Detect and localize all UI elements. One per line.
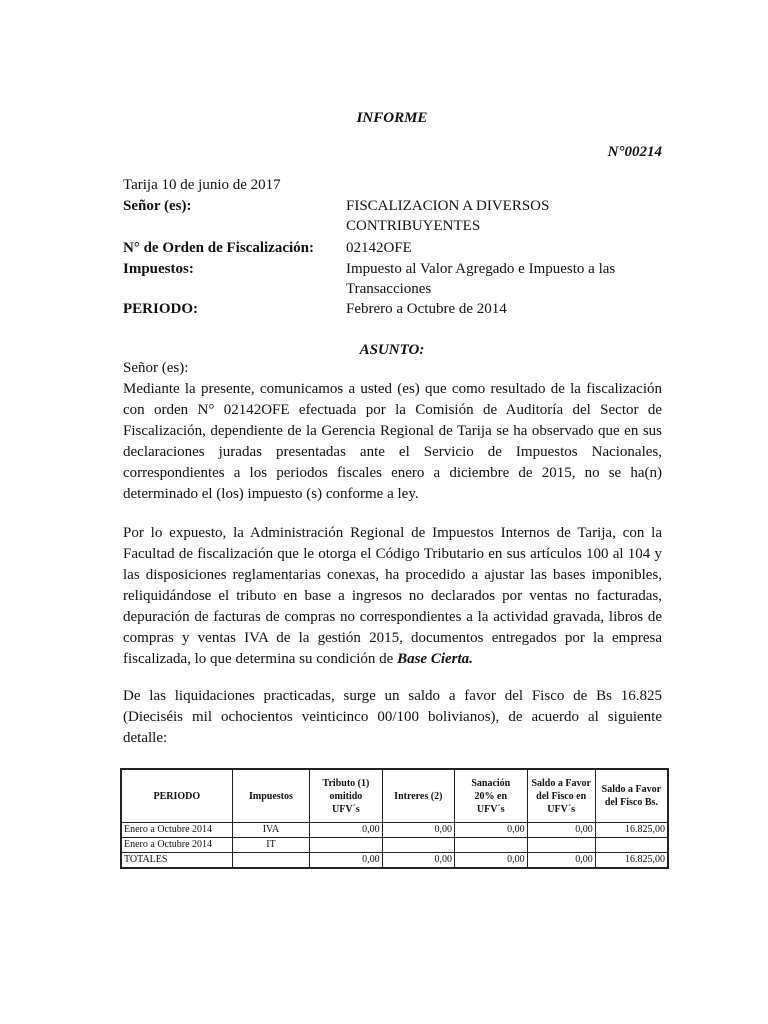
cell-saldo-bs: 16.825,00 xyxy=(595,853,668,869)
paragraph-line: Por lo expuesto, la Administración Regional de Impuestos Internos de Tarija, con la xyxy=(123,525,662,541)
senor-label: Señor (es): xyxy=(123,198,192,214)
cell-impuestos xyxy=(232,853,310,869)
header-saldo-bs-line-2: del Fisco Bs. xyxy=(604,797,658,808)
cell-tributo: 0,00 xyxy=(310,823,382,838)
paragraph-line: compras y ventas IVA de la gestión 2015, documentos entregados por la empresa xyxy=(123,630,662,646)
cell-periodo: Enero a Octubre 2014 xyxy=(121,823,232,838)
table-row xyxy=(121,823,668,838)
cell-periodo: Enero a Octubre 2014 xyxy=(121,838,232,853)
paragraph-line: reliquidándose el tributo en base a ingresos no declarados por ventas no facturadas, xyxy=(123,588,662,604)
paragraph-2 xyxy=(123,523,662,670)
header-saldo-ufv-line-3: UFV´s xyxy=(547,803,576,815)
paragraph-line: con orden N° 02142OFE efectuada por la Comisión de Auditoría del Sector de xyxy=(123,402,662,418)
document-title: INFORME xyxy=(356,110,428,126)
paragraph-line: Fiscalización, dependiente de la Gerencia Regional de Tarija se ha observado que en sus xyxy=(123,423,662,439)
cell-tributo xyxy=(310,838,382,853)
paragraph-line: correspondientes a los periodos fiscales enero a diciembre de 2015, no se ha(n) xyxy=(123,465,662,481)
header-saldo-bs-line-1: Saldo a Favor xyxy=(601,784,662,795)
tax-liquidation-table xyxy=(120,768,669,869)
cell-intreres: 0,00 xyxy=(382,853,454,869)
cell-saldo-bs: 16.825,00 xyxy=(595,823,668,838)
cell-impuestos: IT xyxy=(232,838,310,853)
senor-value-line-1: FISCALIZACION A DIVERSOS xyxy=(346,198,550,214)
cell-saldo-ufv xyxy=(527,838,595,853)
cell-saldo-ufv: 0,00 xyxy=(527,823,595,838)
orden-value: 02142OFE xyxy=(346,240,412,256)
header-periodo: PERIODO xyxy=(121,769,232,823)
paragraph-line: De las liquidaciones practicadas, surge un saldo a favor del Fisco de Bs 16.825 xyxy=(123,688,662,704)
header-tributo-line-2: omitido xyxy=(329,790,363,802)
header-saldo-ufv xyxy=(527,769,595,823)
paragraph-line: detalle: xyxy=(123,730,168,746)
paragraph-line: (Dieciséis mil ochocientos veinticinco 00/100 bolivianos), de acuerdo al siguiente xyxy=(123,709,662,725)
asunto-heading: ASUNTO: xyxy=(359,342,425,358)
header-sanacion-line-1: Sanación xyxy=(471,777,511,789)
header-saldo-ufv-line-1: Saldo a Favor xyxy=(531,777,591,789)
impuestos-value-line-2: Transacciones xyxy=(346,281,432,297)
header-tributo-line-3: UFV´s xyxy=(332,803,360,815)
paragraph-line-last xyxy=(123,649,662,670)
header-saldo-ufv-line-2: del Fisco en xyxy=(536,790,587,802)
paragraph-line: depuración de facturas de compras no correspondientes a la actividad gravada, libros de xyxy=(123,609,662,625)
greeting: Señor (es): xyxy=(123,360,189,376)
header-impuestos: Impuestos xyxy=(232,769,310,823)
paragraph-line-text: fiscalizada, lo que determina su condición de xyxy=(123,651,398,667)
orden-label: N° de Orden de Fiscalización: xyxy=(123,240,314,256)
paragraph-line: declaraciones juradas presentadas ante el Servicio de Impuestos Nacionales, xyxy=(123,444,662,460)
impuestos-value-line-1: Impuesto al Valor Agregado e Impuesto a las xyxy=(346,261,616,277)
cell-impuestos: IVA xyxy=(232,823,310,838)
header-tributo-line-1: Tributo (1) xyxy=(322,777,370,789)
base-cierta-emphasis: Base Cierta. xyxy=(397,651,473,667)
cell-totals-label: TOTALES xyxy=(121,853,232,869)
periodo-value: Febrero a Octubre de 2014 xyxy=(346,301,507,317)
header-intreres: Intreres (2) xyxy=(382,769,454,823)
cell-tributo: 0,00 xyxy=(310,853,382,869)
document-date: Tarija 10 de junio de 2017 xyxy=(123,177,281,193)
table-row xyxy=(121,838,668,853)
cell-intreres xyxy=(382,838,454,853)
paragraph-line: determinado el (los) impuesto (s) conforme a ley. xyxy=(123,486,419,502)
header-tributo xyxy=(310,769,382,823)
paragraph-1 xyxy=(123,358,662,505)
header-sanacion-line-2: 20% en xyxy=(474,790,508,802)
table-header-row xyxy=(121,769,668,823)
senor-value-line-2: CONTRIBUYENTES xyxy=(346,218,481,234)
cell-sanacion: 0,00 xyxy=(454,823,527,838)
paragraph-line: Mediante la presente, comunicamos a usted (es) que como resultado de la fiscalización xyxy=(123,381,662,397)
impuestos-label: Impuestos: xyxy=(123,261,194,277)
paragraph-line: las disposiciones reglamentarias conexas, ha procedido a ajustar las bases imponibles, xyxy=(123,567,662,583)
document-number: N°00214 xyxy=(607,144,662,160)
header-saldo-bs xyxy=(595,769,668,823)
cell-intreres: 0,00 xyxy=(382,823,454,838)
cell-sanacion xyxy=(454,838,527,853)
paragraph-line: Facultad de fiscalización que le otorga el Código Tributario en sus artículos 100 al 104 y xyxy=(123,546,662,562)
header-sanacion-line-3: UFV´s xyxy=(476,803,505,815)
paragraph-3 xyxy=(123,686,662,749)
periodo-label: PERIODO: xyxy=(123,301,198,317)
cell-saldo-ufv: 0,00 xyxy=(527,853,595,869)
cell-sanacion: 0,00 xyxy=(454,853,527,869)
header-sanacion xyxy=(454,769,527,823)
table-totals-row xyxy=(121,853,668,869)
cell-saldo-bs xyxy=(595,838,668,853)
